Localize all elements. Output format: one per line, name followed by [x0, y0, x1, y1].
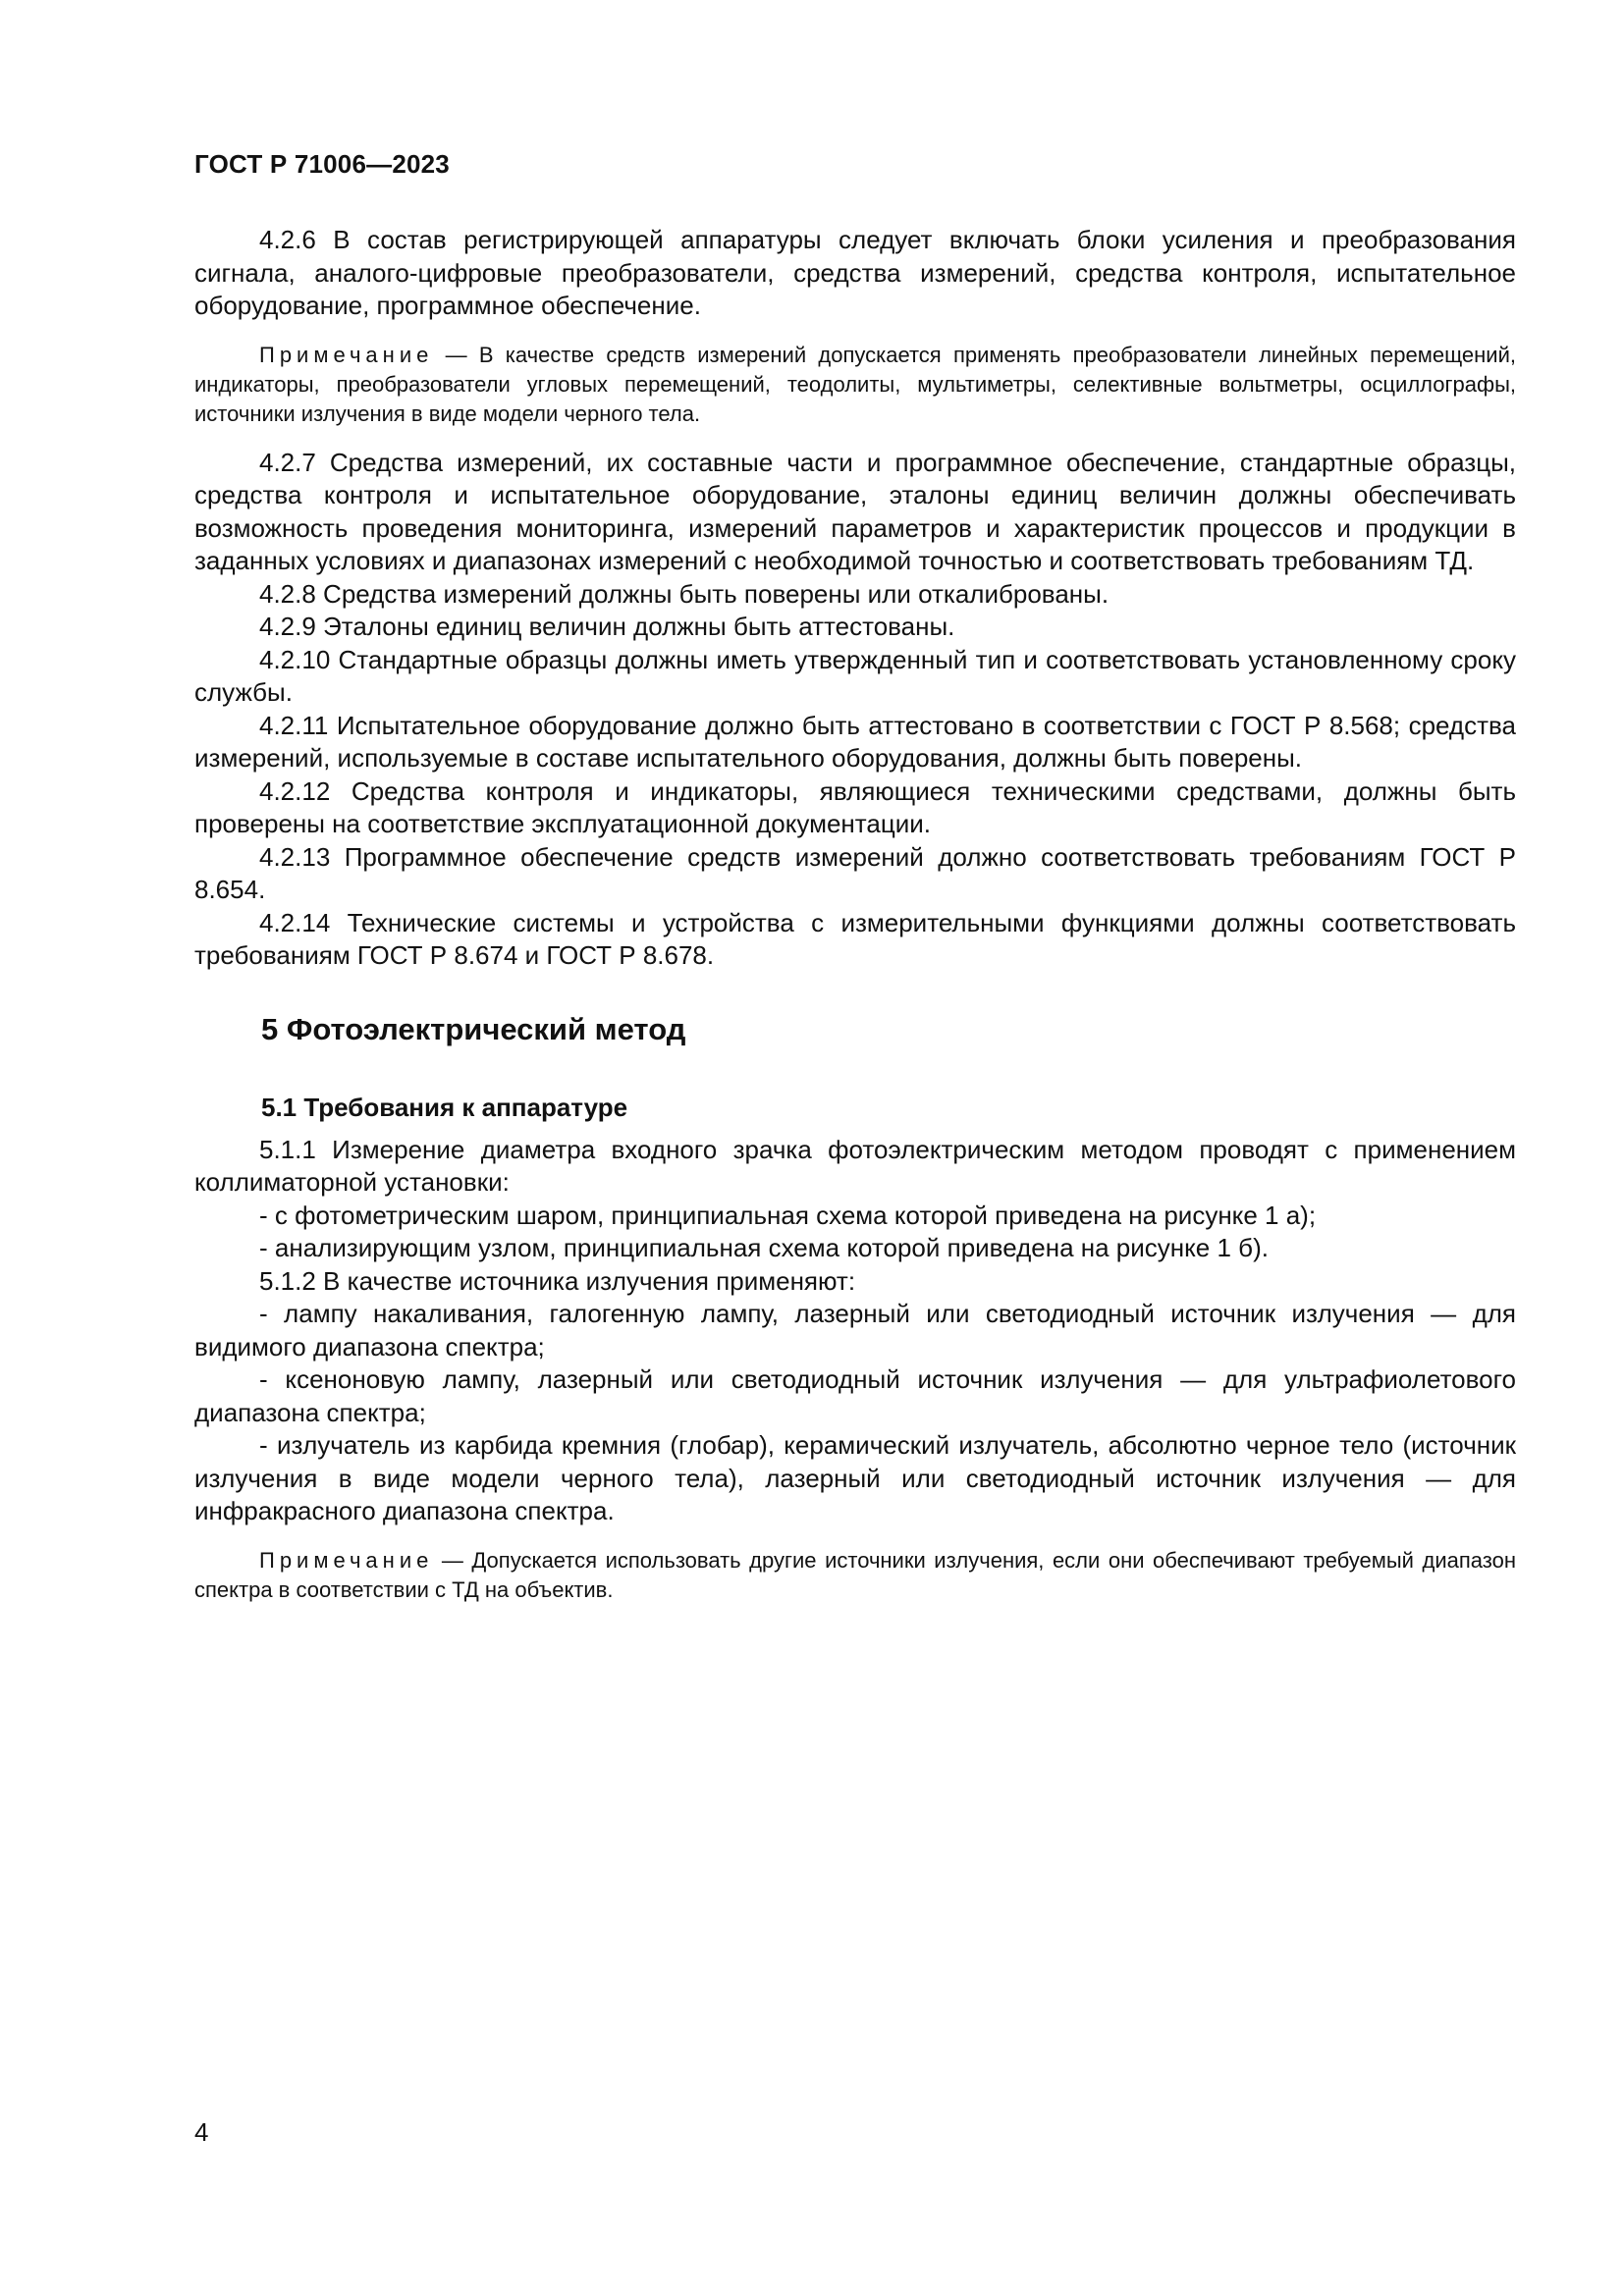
paragraph-4-2-8: 4.2.8 Средства измерений должны быть поверены или откалиброваны. [259, 578, 1110, 609]
paragraph-5-1-1: 5.1.1 Измерение диаметра входного зрачка фотоэлектрическим методом проводят с применением коллиматорной установки: [194, 1134, 1516, 1197]
section-5-title: 5 Фотоэлектрический метод [261, 1011, 686, 1046]
document-code-header: ГОСТ Р 71006—2023 [194, 149, 450, 179]
paragraph-5-1-2: 5.1.2 В качестве источника излучения применяют: [259, 1265, 856, 1296]
paragraph-4-2-9: 4.2.9 Эталоны единиц величин должны быть аттестованы. [259, 612, 955, 641]
note-1-label: Примечание [259, 342, 434, 367]
subsection-5-1-title: 5.1 Требования к аппаратуре [261, 1092, 628, 1122]
list-item-ultraviolet-sources: - ксеноновую лампу, лазерный или светодиодный источник излучения — для ультрафиолетового диапазона спектра; [194, 1364, 1516, 1427]
page-number: 4 [194, 2117, 209, 2147]
paragraph-4-2-7: 4.2.7 Средства измерений, их составные части и программное обеспечение, стандартные образцы, средства контроля и испытательное оборудование, эталоны единиц величин должны обеспечивать возможность проведения мониторинга, измерений параметров и характеристик процессов и продукции в заданных условиях и диапазонах измерений с необходимой точностью и соответствовать требованиям ТД. [194, 447, 1516, 575]
list-item-photometric-sphere: - с фотометрическим шаром, принципиальная схема которой приведена на рисунке 1 а); [259, 1200, 1317, 1230]
note-1-text: — В качестве средств измерений допускается применять преобразователи линейных перемещений, индикаторы, преобразователи угловых перемещений, теодолиты, мультиметры, селективные вольтметры, осциллографы, источники излучения в виде модели черного тела. [194, 342, 1516, 426]
note-2 [194, 1546, 1516, 1605]
note-2-label: Примечание [259, 1547, 434, 1573]
note-2-text: — Допускается использовать другие источники излучения, если они обеспечивают требуемый диапазон спектра в соответствии с ТД на объектив. [194, 1547, 1516, 1602]
document-body [194, 224, 1516, 1623]
list-item-analyzing-unit: - анализирующим узлом, принципиальная схема которой приведена на рисунке 1 б). [259, 1233, 1269, 1262]
paragraph-4-2-12: 4.2.12 Средства контроля и индикаторы, являющиеся техническими средствами, должны быть проверены на соответствие эксплуатационной документации. [194, 775, 1516, 838]
paragraph-4-2-11: 4.2.11 Испытательное оборудование должно быть аттестовано в соответствии с ГОСТ Р 8.568; средства измерений, используемые в составе испытательного оборудования, должны быть поверены. [194, 710, 1516, 773]
note-1 [194, 341, 1516, 429]
paragraph-4-2-13: 4.2.13 Программное обеспечение средств измерений должно соответствовать требованиям ГОСТ Р 8.654. [194, 841, 1516, 904]
list-item-visible-sources: - лампу накаливания, галогенную лампу, лазерный или светодиодный источник излучения — для видимого диапазона спектра; [194, 1299, 1516, 1362]
paragraph-4-2-14: 4.2.14 Технические системы и устройства с измерительными функциями должны соответствовать требованиям ГОСТ Р 8.674 и ГОСТ Р 8.678. [194, 907, 1516, 970]
paragraph-4-2-6: 4.2.6 В состав регистрирующей аппаратуры следует включать блоки усиления и преобразования сигнала, аналого-цифровые преобразователи, средства измерений, средства контроля, испытательное оборудование, программное обеспечение. [194, 225, 1516, 320]
list-item-infrared-sources: - излучатель из карбида кремния (глобар), керамический излучатель, абсолютно черное тело (источник излучения в виде модели черного тела), лазерный или светодиодный источник излучения — для инфракрасного диапазона спектра. [194, 1430, 1516, 1525]
paragraph-4-2-10: 4.2.10 Стандартные образцы должны иметь утвержденный тип и соответствовать установленному сроку службы. [194, 644, 1516, 707]
